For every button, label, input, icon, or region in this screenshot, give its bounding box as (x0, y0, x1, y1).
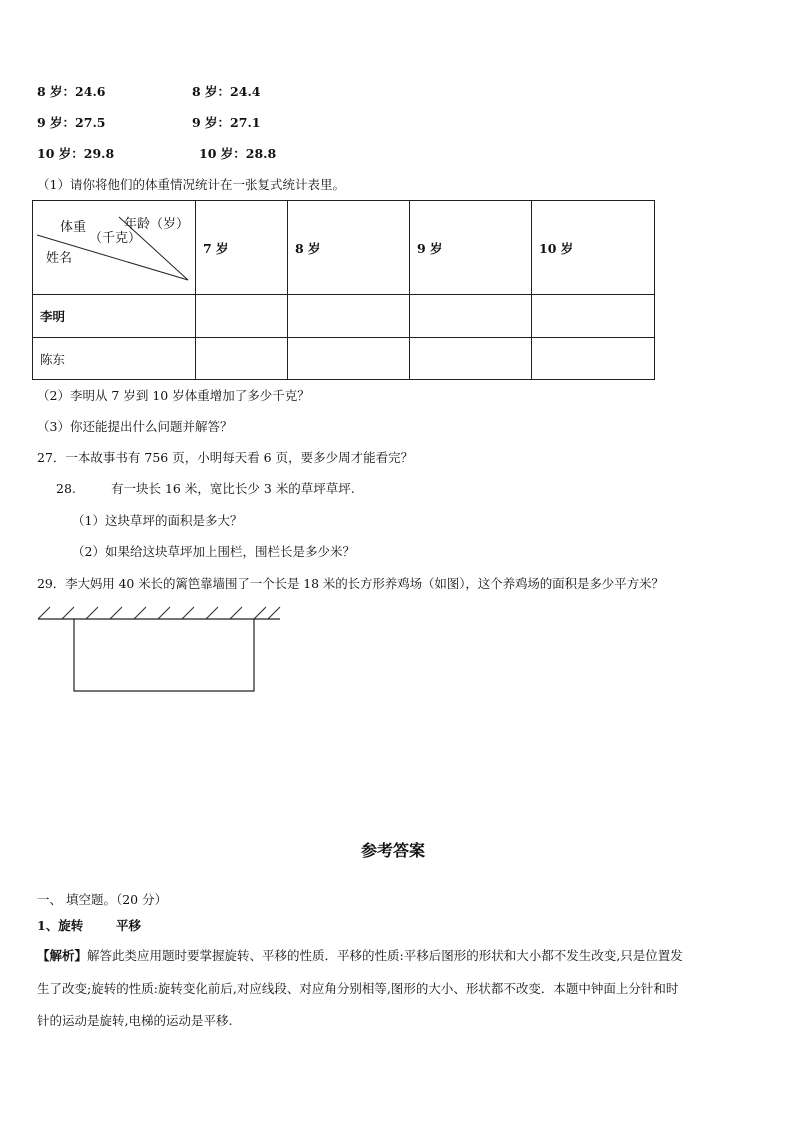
table-cell[interactable] (532, 295, 655, 338)
q27-text: 27．一本故事书有 756 页，小明每天看 6 页，要多少周才能看完？ (37, 450, 414, 465)
table-cell[interactable] (288, 295, 410, 338)
analysis-label: 【解析】 (37, 948, 88, 963)
weight-chen-8: 8 岁：24.4 (192, 84, 261, 99)
analysis-line1-text: 解答此类应用题时要掌握旋转、平移的性质．平移的性质:平移后图形的形状和大小都不发生改变,只是位置发 (87, 948, 683, 963)
row-label-chendong: 陈东 (33, 338, 196, 380)
answers-section: 一、 填空题。（20 分） (37, 892, 168, 907)
q28-part2: （2）如果给这块草坪加上围栏，围栏长是多少米？ (72, 544, 355, 559)
weight-li-8: 8 岁：24.6 (37, 84, 106, 99)
answer-1-b: 平移 (116, 918, 142, 933)
answer-1-a: 1、旋转 (37, 918, 84, 933)
table-cell[interactable] (196, 295, 288, 338)
weight-stat-table (32, 200, 655, 380)
weight-chen-9: 9 岁：27.1 (192, 115, 261, 130)
q26-part3: （3）你还能提出什么问题并解答？ (37, 419, 233, 434)
diagonal-lines (33, 201, 196, 295)
col-header-8: 8 岁 (288, 201, 410, 295)
answers-title: 参考答案 (361, 841, 426, 860)
row-label-liming: 李明 (33, 295, 196, 338)
q29-text: 29．李大妈用 40 米长的篱笆靠墙围了一个长是 18 米的长方形养鸡场（如图），这个养鸡场的面积是多少平方米？ (37, 576, 664, 591)
table-cell[interactable] (410, 295, 532, 338)
analysis-line1 (37, 950, 683, 963)
header-weight-label-b: （千克） (89, 231, 142, 246)
q28-text: 有一块长 16 米，宽比长少 3 米的草坪草坪. (111, 481, 355, 496)
analysis-line3: 针的运动是旋转,电梯的运动是平移. (37, 1013, 233, 1028)
q26-part1: （1）请你将他们的体重情况统计在一张复式统计表里。 (37, 177, 345, 192)
col-header-9: 9 岁 (410, 201, 532, 295)
col-header-7: 7 岁 (196, 201, 288, 295)
col-header-10: 10 岁 (532, 201, 655, 295)
q28-number: 28. (56, 481, 76, 496)
header-age-label: 年龄（岁） (124, 217, 190, 232)
table-header-diagonal-cell (33, 201, 196, 295)
table-cell[interactable] (410, 338, 532, 380)
weight-li-9: 9 岁：27.5 (37, 115, 106, 130)
table-cell[interactable] (288, 338, 410, 380)
analysis-line2: 生了改变;旋转的性质:旋转变化前后,对应线段、对应角分别相等,图形的大小、形状都不改变．本题中钟面上分针和时 (37, 981, 679, 996)
weight-li-10: 10 岁：29.8 (37, 146, 115, 161)
weight-chen-10: 10 岁：28.8 (199, 146, 277, 161)
q28-part1: （1）这块草坪的面积是多大？ (72, 513, 243, 528)
header-weight-label-a: 体重 (60, 220, 87, 235)
table-cell[interactable] (532, 338, 655, 380)
q26-part2: （2）李明从 7 岁到 10 岁体重增加了多少千克？ (37, 388, 310, 403)
coop-figure (30, 603, 290, 693)
header-name-label: 姓名 (46, 251, 73, 266)
table-cell[interactable] (196, 338, 288, 380)
